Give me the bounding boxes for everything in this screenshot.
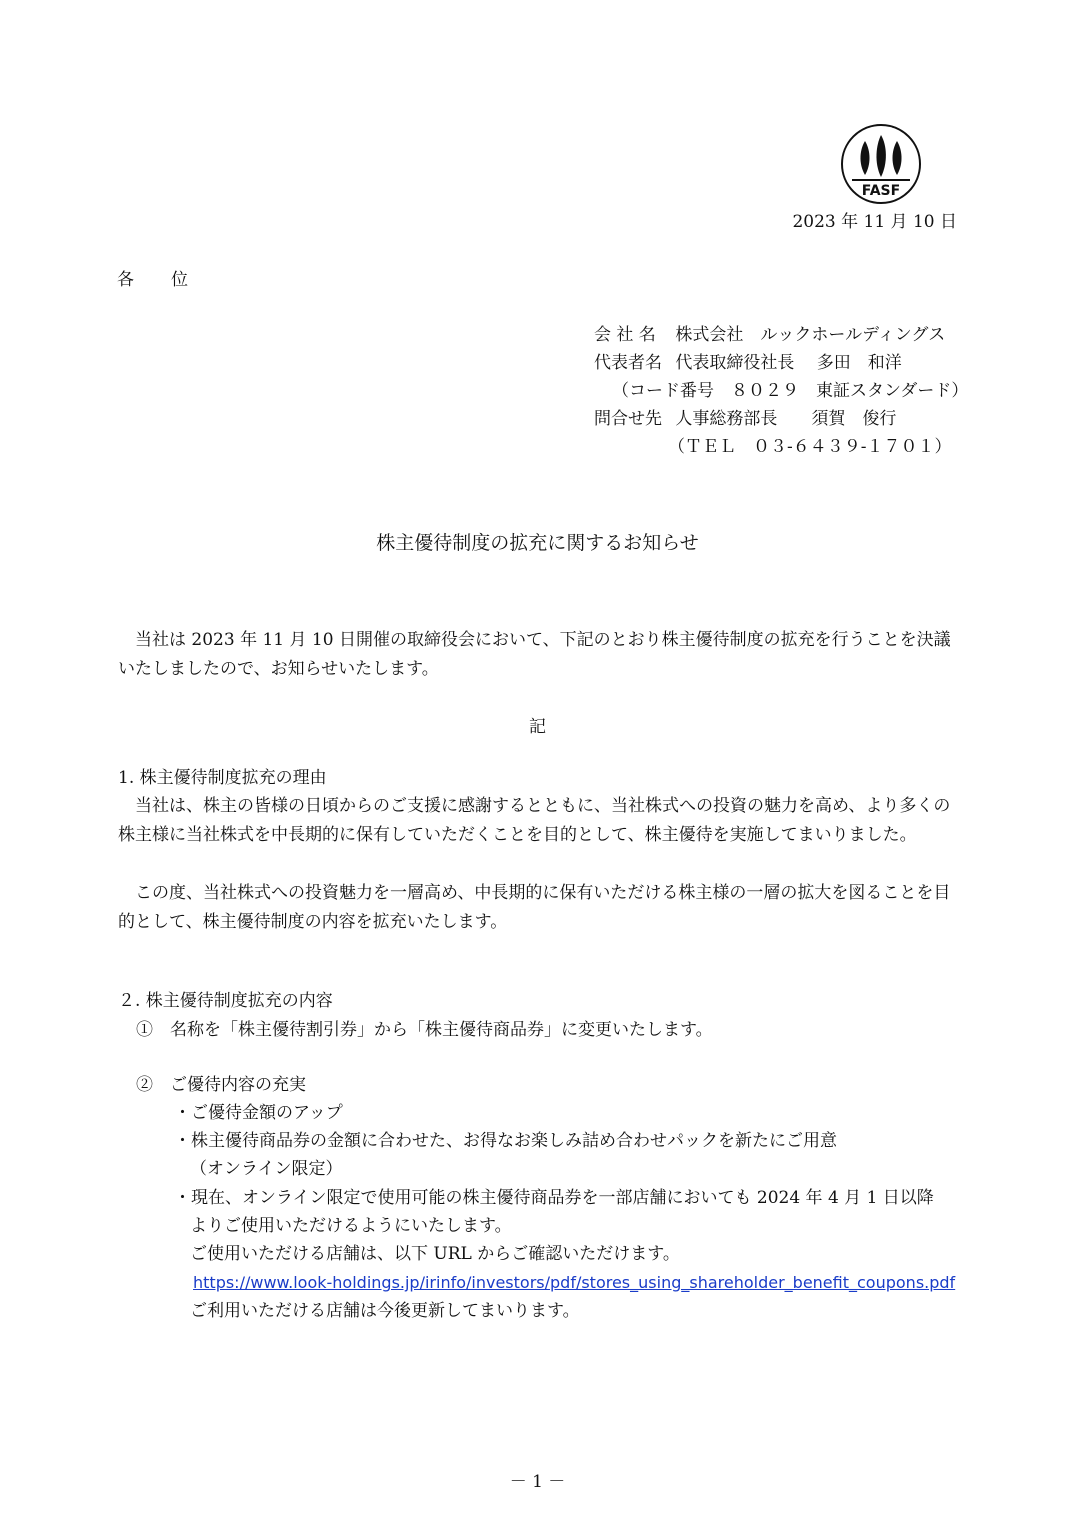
fasf-logo xyxy=(838,123,924,205)
bullet-stores-cont: よりご使用いただけるようにいたします。 xyxy=(190,1216,512,1236)
stock-code: （コード番号 ８０２９ 東証スタンダード） xyxy=(612,381,969,401)
contact-value: 人事総務部長 須賀 俊行 xyxy=(675,409,897,429)
section1-paragraph1: 当社は、株主の皆様の日頃からのご支援に感謝するとともに、当社株式への投資の魅力を高め、より多くの株主様に当社株式を中長期的に保有していただくことを目的として、株主優待を実施してまいりました。 xyxy=(118,796,951,845)
stores-url-link[interactable]: https://www.look-holdings.jp/irinfo/investors/pdf/stores_using_shareholder_benefit_coupons.pdf xyxy=(193,1273,956,1292)
section2-item2: ② ご優待内容の充実 xyxy=(136,1075,306,1095)
contact-tel: （ＴＥＬ ０３-６４３９-１７０１） xyxy=(668,437,952,457)
section1-paragraph2: この度、当社株式への投資魅力を一層高め、中長期的に保有いただける株主様の一層の拡大を図ることを目的として、株主優待制度の内容を拡充いたします。 xyxy=(118,883,951,932)
company-name-value: 株式会社 ルックホールディングス xyxy=(675,325,946,345)
logo-mark: FASF xyxy=(861,183,901,199)
addressee: 各 位 xyxy=(117,270,189,290)
intro-paragraph: 当社は 2023 年 11 月 10 日開催の取締役会において、下記のとおり株主優待制度の拡充を行うことを決議いたしましたので、お知らせいたします。 xyxy=(118,630,951,679)
representative-row xyxy=(594,348,902,373)
section1-heading: 1. 株主優待制度拡充の理由 xyxy=(118,768,327,788)
representative-label: 代表者名 xyxy=(594,353,662,373)
bullet-stores: ・現在、オンライン限定で使用可能の株主優待商品券を一部店舗においても 2024 年 4 月 1 日以降 xyxy=(174,1188,934,1208)
stores-note: ご使用いただける店舗は、以下 URL からご確認いただけます。 xyxy=(190,1244,680,1264)
page-title: 株主優待制度の拡充に関するお知らせ xyxy=(376,532,699,554)
company-name-label: 会 社 名 xyxy=(594,325,656,345)
stores-update-note: ご利用いただける店舗は今後更新してまいります。 xyxy=(190,1301,580,1321)
section2-heading: ２. 株主優待制度拡充の内容 xyxy=(118,991,333,1011)
representative-value: 代表取締役社長 多田 和洋 xyxy=(675,353,902,373)
document-date: 2023 年 11 月 10 日 xyxy=(792,212,957,232)
bullet-pack: ・株主優待商品券の金額に合わせた、お得なお楽しみ詰め合わせパックを新たにご用意 xyxy=(174,1131,837,1151)
company-name-row xyxy=(594,320,945,345)
contact-label: 問合せ先 xyxy=(594,409,662,429)
section2-item1: ① 名称を「株主優待割引券」から「株主優待商品券」に変更いたします。 xyxy=(136,1020,713,1040)
bullet-amount-up: ・ご優待金額のアップ xyxy=(174,1103,343,1123)
ki-marker: 記 xyxy=(529,717,546,737)
bullet-pack-note: （オンライン限定） xyxy=(190,1159,343,1179)
page-number: － 1 － xyxy=(509,1472,566,1492)
contact-row xyxy=(594,404,896,429)
